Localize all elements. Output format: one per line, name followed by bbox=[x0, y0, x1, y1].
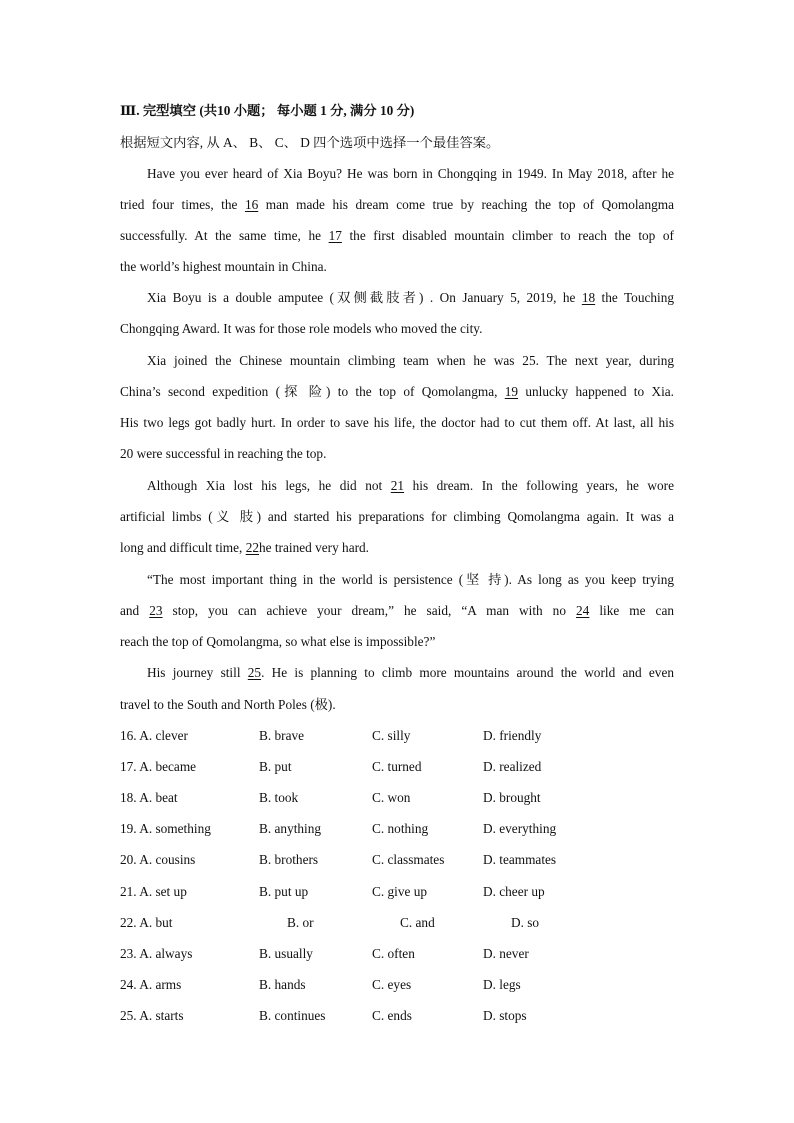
option-a: 17. A. became bbox=[120, 759, 197, 774]
blank-16: 16 bbox=[244, 197, 259, 212]
passage-line-17: His journey still 25. He is planning to climb more mountains around the world and even bbox=[147, 665, 674, 680]
blank-22: 22 bbox=[245, 540, 259, 555]
blank-17: 17 bbox=[328, 228, 342, 243]
option-c: C. won bbox=[372, 790, 411, 805]
blank-21: 21 bbox=[390, 478, 405, 493]
blank-24: 24 bbox=[576, 603, 590, 618]
option-d: D. so bbox=[511, 915, 540, 930]
blank-25: 25 bbox=[247, 665, 262, 680]
option-b: B. anything bbox=[259, 821, 322, 836]
option-a: 19. A. something bbox=[120, 821, 211, 836]
option-d: D. brought bbox=[483, 790, 541, 805]
instruction-text: 根据短文内容, 从 A、 B、 C、 D 四个选项中选择一个最佳答案。 bbox=[120, 135, 500, 150]
option-d: D. cheer up bbox=[483, 884, 545, 899]
passage-line-1: Have you ever heard of Xia Boyu? He was born in Chongqing in 1949. In May 2018, after he bbox=[147, 166, 674, 181]
option-a: 20. A. cousins bbox=[120, 852, 196, 867]
passage-line-5: Xia Boyu is a double amputee (双侧截肢者) . On January 5, 2019, he 18 the Touching bbox=[147, 290, 675, 305]
passage-line-15: and 23 stop, you can achieve your dream,” he said, “A man with no 24 like me can bbox=[120, 603, 675, 618]
passage-line-14: “The most important thing in the world is persistence (坚 持). As long as you keep trying bbox=[147, 572, 674, 587]
passage-line-6: Chongqing Award. It was for those role models who moved the city. bbox=[120, 321, 483, 336]
passage-line-18: travel to the South and North Poles (极). bbox=[120, 697, 336, 712]
passage-line-9: His two legs got badly hurt. In order to save his life, the doctor had to cut them off. At last, all his bbox=[120, 415, 674, 430]
option-c: C. give up bbox=[372, 884, 428, 899]
option-b: B. continues bbox=[259, 1008, 326, 1023]
option-a: 22. A. but bbox=[120, 915, 173, 930]
option-b: B. or bbox=[287, 915, 314, 930]
blank-23: 23 bbox=[149, 603, 163, 618]
option-b: B. usually bbox=[259, 946, 313, 961]
option-c: C. eyes bbox=[372, 977, 412, 992]
option-c: C. classmates bbox=[372, 852, 445, 867]
option-a: 25. A. starts bbox=[120, 1008, 184, 1023]
option-b: B. brave bbox=[259, 728, 305, 743]
option-d: D. legs bbox=[483, 977, 521, 992]
option-c: C. ends bbox=[372, 1008, 412, 1023]
passage-line-13: long and difficult time, 22he trained very hard. bbox=[120, 540, 370, 555]
option-b: B. took bbox=[259, 790, 299, 805]
blank-20: 20 bbox=[120, 446, 134, 461]
passage-line-3: successfully. At the same time, he 17 the first disabled mountain climber to reach the top of bbox=[120, 228, 674, 243]
option-d: D. friendly bbox=[483, 728, 542, 743]
section-heading: Ⅲ. 完型填空 (共10 小题； 每小题 1 分, 满分 10 分) bbox=[120, 103, 415, 118]
option-a: 24. A. arms bbox=[120, 977, 182, 992]
passage-line-11: Although Xia lost his legs, he did not 21 his dream. In the following years, he wore bbox=[147, 478, 674, 493]
option-a: 23. A. always bbox=[120, 946, 193, 961]
option-c: C. nothing bbox=[372, 821, 429, 836]
option-a: 21. A. set up bbox=[120, 884, 187, 899]
option-a: 16. A. clever bbox=[120, 728, 188, 743]
option-d: D. everything bbox=[483, 821, 557, 836]
option-d: D. realized bbox=[483, 759, 542, 774]
passage-line-2: tried four times, the 16 man made his dream come true by reaching the top of Qomolangma bbox=[120, 197, 674, 212]
passage-line-8: China’s second expedition (探 险) to the top of Qomolangma, 19 unlucky happened to Xia. bbox=[120, 384, 674, 399]
option-d: D. teammates bbox=[483, 852, 557, 867]
passage-line-12: artificial limbs (义 肢) and started his preparations for climbing Qomolangma again. It was a bbox=[120, 509, 674, 524]
option-c: C. and bbox=[400, 915, 435, 930]
passage-line-4: the world’s highest mountain in China. bbox=[120, 259, 327, 274]
passage-line-7: Xia joined the Chinese mountain climbing team when he was 25. The next year, during bbox=[147, 353, 674, 368]
option-c: C. turned bbox=[372, 759, 422, 774]
option-b: B. put up bbox=[259, 884, 309, 899]
passage-line-10: 20 were successful in reaching the top. bbox=[120, 446, 327, 461]
blank-18: 18 bbox=[581, 290, 596, 305]
passage-line-16: reach the top of Qomolangma, so what else is impossible?” bbox=[120, 634, 436, 649]
option-b: B. hands bbox=[259, 977, 306, 992]
option-c: C. often bbox=[372, 946, 415, 961]
option-b: B. brothers bbox=[259, 852, 319, 867]
blank-19: 19 bbox=[504, 384, 519, 399]
option-b: B. put bbox=[259, 759, 292, 774]
option-a: 18. A. beat bbox=[120, 790, 178, 805]
option-d: D. stops bbox=[483, 1008, 527, 1023]
option-c: C. silly bbox=[372, 728, 411, 743]
option-d: D. never bbox=[483, 946, 529, 961]
